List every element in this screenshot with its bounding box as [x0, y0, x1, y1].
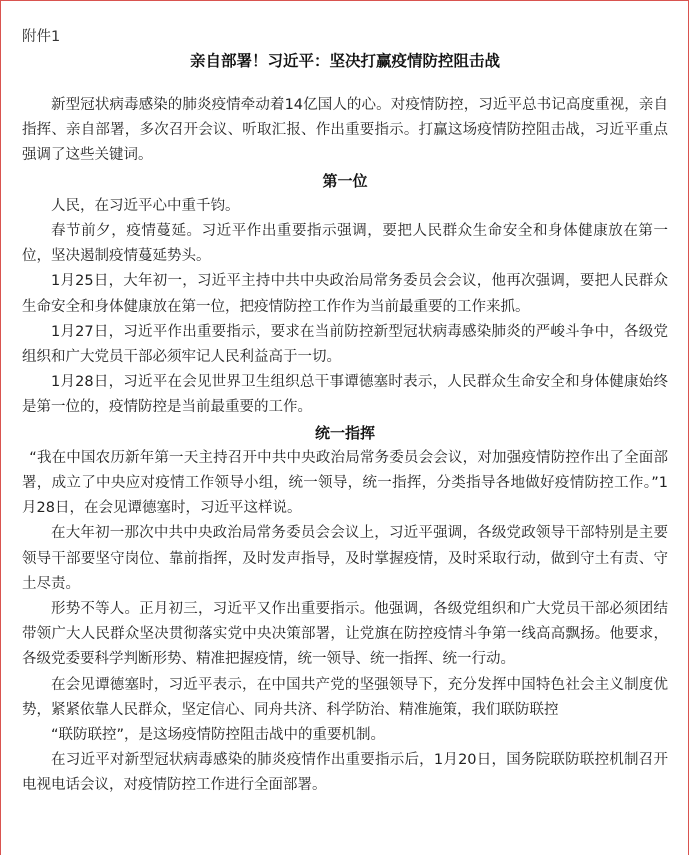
body-paragraph: 春节前夕，疫情蔓延。习近平作出重要指示强调，要把人民群众生命安全和身体健康放在第一位，坚决遏制疫情蔓延势头。	[22, 223, 668, 265]
body-paragraph: 在会见谭德塞时，习近平表示，在中国共产党的坚强领导下，充分发挥中国特色社会主义制度优势，紧紧依靠人民群众，坚定信心、同舟共济、科学防治、精准施策，我们联防联控	[22, 676, 668, 718]
body-paragraph: 在习近平对新型冠状病毒感染的肺炎疫情作出重要指示后，1月20日，国务院联防联控机制召开电视电话会议，对疫情防控工作进行全面部署。	[22, 752, 668, 794]
body-paragraph: 1月27日，习近平作出重要指示，要求在当前防控新型冠状病毒感染肺炎的严峻斗争中，各级党组织和广大党员干部必须牢记人民利益高于一切。	[22, 323, 668, 366]
body-paragraph: “联防联控”，是这场疫情防控阻击战中的重要机制。	[51, 727, 386, 744]
body-paragraph: 在大年初一那次中共中央政治局常务委员会会议上，习近平强调，各级党政领导干部特别是主要领导干部要坚守岗位、靠前指挥，及时发声指导，及时掌握疫情，及时采取行动，做到守土有责、守土尽责。	[22, 525, 668, 592]
intro-paragraph: 新型冠状病毒感染的肺炎疫情牵动着14亿国人的心。对疫情防控，习近平总书记高度重视，亲自指挥、亲自部署，多次召开会议、听取汇报、作出重要指示。打赢这场疫情防控阻击战，习近平重点强调了这些关键词。	[22, 97, 668, 164]
body-paragraph: “我在中国农历新年第一天主持召开中共中央政治局常务委员会会议，对加强疫情防控作出了全面部署，成立了中央应对疫情工作领导小组，统一领导，统一指挥，分类指导各地做好疫情防控工作。”1月28日，在会见谭德塞时，习近平这样说。	[22, 449, 668, 517]
attachment-label: 附件1	[22, 29, 61, 45]
section-heading-first-place: 第一位	[322, 171, 368, 190]
document-title: 亲自部署！习近平：坚决打赢疫情防控阻击战	[189, 52, 500, 70]
section-heading-unified-command: 统一指挥	[314, 423, 375, 442]
body-paragraph: 形势不等人。正月初三，习近平又作出重要指示。他强调，各级党组织和广大党员干部必须团结带领广大人民群众坚决贯彻落实党中央决策部署，让党旗在防控疫情斗争第一线高高飘扬。他要求，各级党委要科学判断形势、精准把握疫情，统一领导、统一指挥、统一行动。	[22, 601, 668, 668]
body-paragraph: 人民，在习近平心中重千钧。	[51, 197, 240, 214]
body-paragraph: 1月25日，大年初一，习近平主持中共中央政治局常务委员会会议，他再次强调，要把人民群众生命安全和身体健康放在第一位，把疫情防控工作作为当前最重要的工作来抓。	[22, 273, 668, 315]
body-paragraph: 1月28日，习近平在会见世界卫生组织总干事谭德塞时表示，人民群众生命安全和身体健康始终是第一位的，疫情防控是当前最重要的工作。	[22, 374, 668, 416]
